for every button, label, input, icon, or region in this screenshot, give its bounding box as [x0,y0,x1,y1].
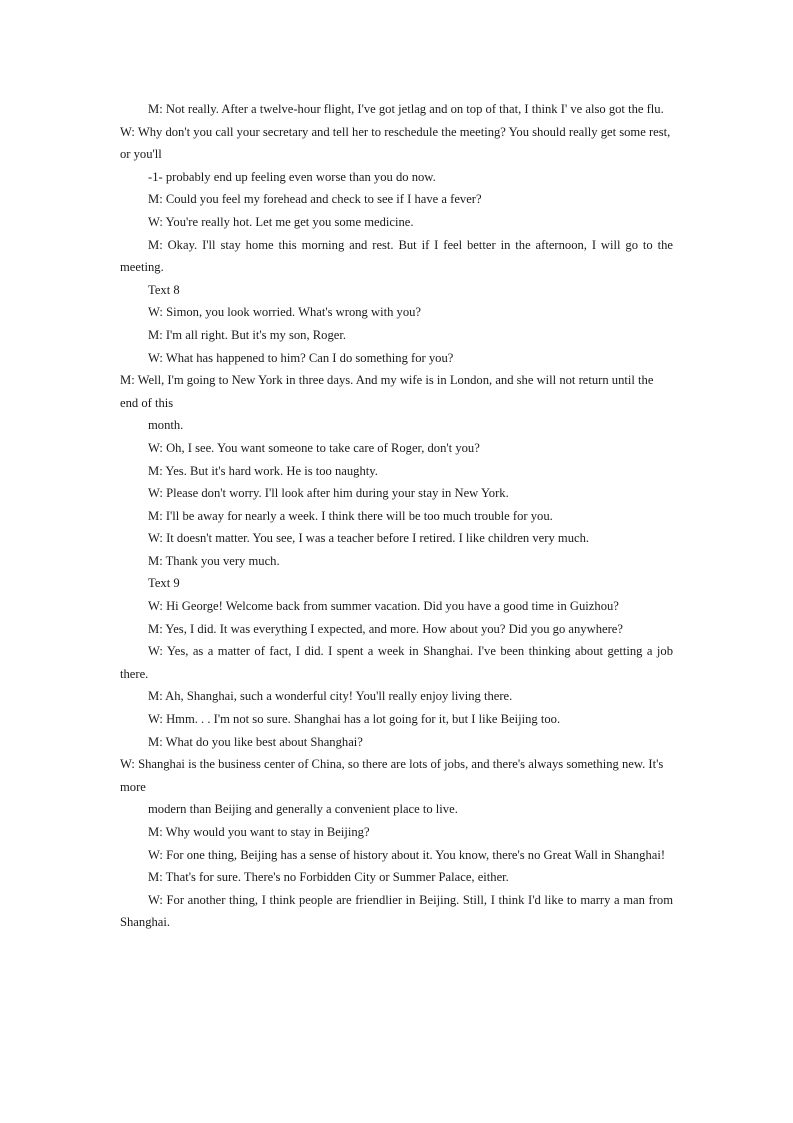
dialogue-line: W: Please don't worry. I'll look after him during your stay in New York. [148,486,509,501]
dialogue-line: W: Hmm. . . I'm not so sure. Shanghai has a lot going for it, but I like Beijing too. [148,712,561,727]
dialogue-line: W: Oh, I see. You want someone to take care of Roger, don't you? [148,440,480,455]
dialogue-line: M: I'll be away for nearly a week. I think there will be too much trouble for you. [148,508,553,523]
section-heading-text-9: Text 9 [148,576,180,591]
dialogue-line: W: Hi George! Welcome back from summer vacation. Did you have a good time in Guizhou? [148,599,619,614]
dialogue-line: M: I'm all right. But it's my son, Roger. [148,327,346,342]
dialogue-line: M: Thank you very much. [148,553,280,568]
dialogue-line: M: Okay. I'll stay home this morning and rest. But if I feel better in the afternoon, I will go to the meeting. [120,237,673,275]
dialogue-line: M: Why would you want to stay in Beijing? [148,825,370,839]
dialogue-line: W: You're really hot. Let me get you some medicine. [148,214,414,229]
dialogue-line: M: Yes. But it's hard work. He is too naughty. [148,463,378,478]
document-page [120,98,673,934]
dialogue-line: M: What do you like best about Shanghai? [148,734,363,749]
dialogue-line: W: It doesn't matter. You see, I was a teacher before I retired. I like children very much. [148,531,590,546]
dialogue-line: M: Could you feel my forehead and check to see if I have a fever? [148,192,482,207]
dialogue-line: M: Yes, I did. It was everything I expected, and more. How about you? Did you go anywhere? [148,621,623,636]
section-heading-text-8: Text 8 [148,282,180,297]
dialogue-line: W: Yes, as a matter of fact, I did. I spent a week in Shanghai. I've been thinking about getting a job there. [120,644,673,681]
dialogue-line: W: Why don't you call your secretary and tell her to reschedule the meeting? You should really get some rest, or you'll [120,124,671,162]
dialogue-line-continued: -1- probably end up feeling even worse than you do now. [148,169,436,184]
dialogue-line: W: What has happened to him? Can I do something for you? [148,350,454,365]
dialogue-line-continued: modern than Beijing and generally a convenient place to live. [148,802,458,817]
dialogue-line: W: Simon, you look worried. What's wrong with you? [148,305,422,320]
dialogue-line: W: For one thing, Beijing has a sense of history about it. You know, there's no Great Wall in Shanghai! [148,847,666,862]
dialogue-line: M: Ah, Shanghai, such a wonderful city! You'll really enjoy living there. [148,689,513,704]
dialogue-line: W: For another thing, I think people are friendlier in Beijing. Still, I think I'd like to marry a man from Shanghai. [120,892,673,930]
dialogue-line-continued: month. [148,418,184,433]
dialogue-line: M: Not really. After a twelve-hour flight, I've got jetlag and on top of that, I think I' ve also got the flu. [148,102,664,116]
dialogue-line: M: Well, I'm going to New York in three days. And my wife is in London, and she will not return until the end of this [120,373,654,410]
dialogue-line: M: That's for sure. There's no Forbidden City or Summer Palace, either. [148,870,509,885]
dialogue-line: W: Shanghai is the business center of China, so there are lots of jobs, and there's always something new. It's more [120,757,664,794]
